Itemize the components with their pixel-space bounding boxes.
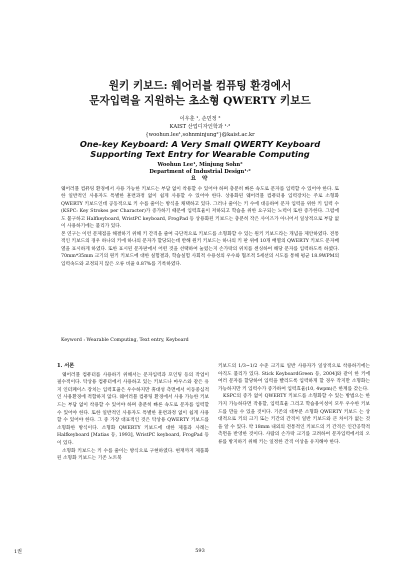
- korean-affiliation: KAIST 산업디자인학과 ¹·²: [169, 124, 231, 130]
- korean-authors: 이우훈 ¹, 손민정 ²: [179, 116, 221, 122]
- right-column: [218, 363, 370, 447]
- body-paragraph: 웨어러블 컴퓨터를 사용하기 위해서는 문자입력과 포인팅 등의 작업이 필수적이다. 탁상용 컴퓨터에서 사용하고 있는 키보드나 마우스와 같은 유지 인터페이스 장치는 입력효율은 우수하지만 휴대성 측면에서 이동중심적인 사용환경에 적합하지 않다. 웨어러블 컴퓨팅 환경에서 사용 가능한 키보드는 부담 없이 착용할 수 있어야 하며 충분히 빠른 속도로 문자를 입력할 수 있어야 한다. 또한 일반적인 사용자도 특별한 훈련과정 없이 쉽게 사용할 수 있어야 한다. 그 중 가장 대표적인 것은 탁상용 QWERTY 키보드를 소형화한 방식이다. 소형화 QWERTY 키보드에 대한 제품과 사례는 Halfkeyboard [Matias 등, 1993], WristPC keyboard, FrogPad 등이 있다.: [57, 372, 209, 446]
- body-paragraph: 소형화 키보드는 키 수를 줄이는 방식으로 구현하였다. 현재까지 제품화된 소형화 키보드는 기존 노트북: [57, 448, 209, 462]
- english-title-line-2: Supporting Text Entry for Wearable Computing: [90, 149, 310, 159]
- body-paragraph: 키보드의 1/3~1/2 수준 크기로 일반 사용자가 일상적으로 착용하기에는 아직도 불리가 있다. Stick KeyboardGreen 등, 2004]와 같이 한 키에 여러 문자를 할당하여 입력을 빨리도록 입력하게 할 경우 작지만 소형화는 가능하지만 키 입력수가 증가하여 입력효율(10, 4wpm)은 한계를 갖는다.: [218, 364, 370, 392]
- korean-title-line-1: 원키 키보드: 웨어러블 컴퓨팅 환경에서: [108, 80, 292, 92]
- body-paragraph: KSPC의 증가 없이 QWERTY 키보드를 소형화할 수 있는 방법으는 한 가지 가능하다면 작용할, 입력효율 그리고 학습용이성이 모두 우수한 키보드를 만들 수 있을 것이다. 기존의 대부분 소형화 QWERTY 키보드 는 상대적으로 키의 크기 또는 키간의 간격이 일반 키보드와 큰 차이가 없는 것을 알 수 있다. 약 18mm 내외의 전통적인 키보드의 키 간격은 인간공학적 측면을 반영한 것이다. 사람의 손가락 크기를 고려하여 문자입력에서의 오류를 방지하기 위해 키는 일정한 간격 이상을 유지해야 한다.: [218, 394, 370, 445]
- english-title-line-1: One-key Keyboard: A Very Small QWERTY Keyboard: [79, 139, 321, 149]
- page-number: 593: [195, 548, 205, 554]
- author-emails: {woohun.lee¹,sohnminjung²}@kaist.ac.kr: [145, 132, 255, 138]
- section-heading: 1. 서론: [57, 363, 75, 369]
- abstract-paragraph: 웨어러블 컴퓨팅 환경에서 사용 가능한 키보드는 부담 없이 착용할 수 있어야 하며 충분히 빠른 속도로 문자를 입력할 수 있어야 한다. 또한 일반적인 사용자도 특별한 훈련과정 없이 쉽게 사용할 수 있어야 한다. 상용화된 웨어러블 컴퓨터용 입력장치는 주로 소형화 QWERTY 키보드인데 공동적으로 키 수를 줄이는 방식을 채택하고 있다. 그러나 줄이는 키 수에 대응하여 문자 입력을 위한 키 입력 수(KSPC: Key Strokes per Character)가 증가하기 때문에 입력효율이 저하되고 학습을 위한 요구되는 노력이 또한 증가한다. 그럼에도 불구하고 Halfkeyboard, WristPC keyboard, FrogPad 등 상용화된 키보드는 충분히 작은 사이즈가 아니어서 일상적으로 부담 없이 사용하기에는 불리가 있다.: [61, 187, 339, 230]
- english-affiliation: Department of Industrial Design¹·²: [149, 169, 251, 175]
- abstract-heading: 요 약: [190, 176, 210, 182]
- korean-title-line-2: 문자입력을 지원하는 초소형 QWERTY 키보드: [89, 95, 311, 107]
- abstract-paragraph: 본 연구는 이런 문제점을 해결하기 위해 키 간격을 줄여 극단적으로 키보드를 소형화할 수 있는 원키 키보드라는 개념을 제안하였다. 전통적인 키보드의 경우 하나의 키에 하나의 문자가 할당되는데 반해 원키 키보드는 하나의 키 판 위에 10개 배열의 QWERTY 키보드 문자배열을 표시하게 하였다. 또한 표시된 문자판에서 어떤 것을 선택하여 눌렀는지 손가락의 위치를 센싱하여 해당 문자를 입력하도록 하였다. 70mm*35mm 크기의 원키 키보드에 대한 실험결과, 학습실험 사회적 수용성의 우수와 협조적 5세션의 시도를 통해 평균 18.9WPM의 입력속도와 교정되지 않은 오류 비율 0.87%를 기록하였다.: [61, 231, 339, 267]
- english-authors: Woohun Lee¹, Minjung Sohn²: [157, 162, 243, 168]
- abstract-body: [61, 186, 339, 268]
- left-column: [57, 363, 209, 463]
- volume-label: 1권: [14, 549, 23, 555]
- keywords: Keyword : Wearable Computing, Text entry, Keyboard: [61, 338, 189, 343]
